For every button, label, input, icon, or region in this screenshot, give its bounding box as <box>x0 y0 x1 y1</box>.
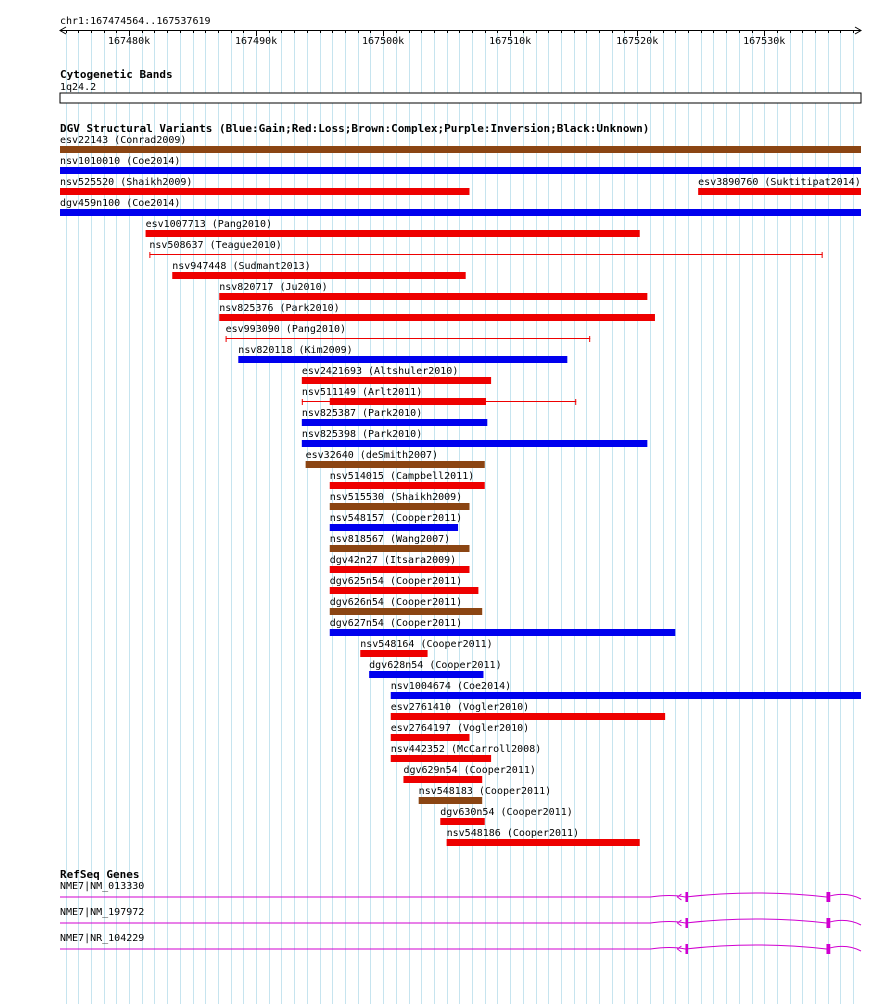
variant-bar <box>60 188 470 195</box>
variant-feature[interactable] <box>440 807 572 825</box>
variant-feature[interactable] <box>391 723 529 741</box>
variant-bar <box>302 440 648 447</box>
variant-feature[interactable] <box>149 240 822 258</box>
variant-bar <box>60 209 861 216</box>
variant-label: nsv525520 (Shaikh2009) <box>60 177 193 188</box>
variant-bar <box>391 713 665 720</box>
variant-label: dgv629n54 (Cooper2011) <box>403 765 536 776</box>
variant-label: esv993090 (Pang2010) <box>225 324 347 335</box>
gene-label: NME7|NM_197972 <box>60 907 145 918</box>
variant-bar <box>330 398 486 405</box>
variant-feature[interactable] <box>60 177 470 195</box>
gene-exon <box>826 944 830 954</box>
variant-bar <box>440 818 484 825</box>
variant-bar <box>330 587 479 594</box>
strand-arrow-icon <box>677 920 681 926</box>
ruler-tick-label: 167500k <box>362 36 405 47</box>
variant-bar <box>302 419 487 426</box>
variant-label: nsv1004674 (Coe2014) <box>390 681 512 692</box>
variant-bar <box>238 356 567 363</box>
variant-feature[interactable] <box>447 828 640 846</box>
variant-feature[interactable] <box>302 366 491 384</box>
variant-feature[interactable] <box>330 555 470 573</box>
variant-label: nsv511149 (Arlt2011) <box>301 387 423 398</box>
variant-feature[interactable] <box>60 135 861 153</box>
variant-label: nsv508637 (Teague2010) <box>149 240 282 251</box>
variant-label: dgv627n54 (Cooper2011) <box>329 618 463 629</box>
variant-bar <box>219 293 647 300</box>
gene-exon <box>685 892 688 902</box>
variant-label: dgv626n54 (Cooper2011) <box>329 597 463 608</box>
variant-bar <box>60 146 861 153</box>
variant-feature[interactable] <box>146 219 640 237</box>
variant-feature[interactable] <box>330 471 485 489</box>
variant-bar <box>360 650 427 657</box>
variant-feature[interactable] <box>403 765 535 783</box>
variant-bar <box>391 734 470 741</box>
cytoband-label: 1q24.2 <box>60 82 97 93</box>
variant-feature[interactable] <box>226 324 591 342</box>
variant-feature[interactable] <box>330 513 462 531</box>
variant-label: nsv947448 (Sudmant2013) <box>172 261 311 272</box>
ruler-tick-label: 167510k <box>489 36 532 47</box>
variant-label: dgv625n54 (Cooper2011) <box>329 576 463 587</box>
variant-label: nsv548183 (Cooper2011) <box>418 786 552 797</box>
variant-bar <box>447 839 640 846</box>
variant-feature[interactable] <box>60 156 861 174</box>
variant-label: esv2761410 (Vogler2010) <box>390 702 530 713</box>
variant-feature[interactable] <box>302 429 648 447</box>
variant-feature[interactable] <box>330 597 482 615</box>
gene-label: NME7|NR_104229 <box>60 933 145 944</box>
ruler-tick-label: 167530k <box>743 36 786 47</box>
variant-feature[interactable] <box>219 303 655 321</box>
strand-arrow-icon <box>677 894 681 900</box>
variant-bar <box>330 566 470 573</box>
ruler-tick-label: 167480k <box>107 36 151 47</box>
cytoband-bar[interactable] <box>60 93 861 103</box>
variant-feature[interactable] <box>391 702 665 720</box>
variant-bar <box>330 545 470 552</box>
variant-feature[interactable] <box>330 534 470 552</box>
variant-label: dgv459n100 (Coe2014) <box>60 198 181 209</box>
variant-feature[interactable] <box>330 492 470 510</box>
variant-feature[interactable] <box>369 660 501 678</box>
variant-feature[interactable] <box>306 450 485 468</box>
variant-feature[interactable] <box>391 744 542 762</box>
variant-bar <box>60 167 861 174</box>
variant-label: nsv825376 (Park2010) <box>219 303 340 314</box>
variant-bar <box>219 314 655 321</box>
variant-bar <box>330 608 482 615</box>
variant-bar <box>419 797 483 804</box>
variant-label: esv1007713 (Pang2010) <box>145 219 273 230</box>
ruler-tick-label: 167490k <box>235 36 278 47</box>
variant-bar <box>330 503 470 510</box>
gene-label: NME7|NM_013330 <box>60 881 145 892</box>
variant-label: nsv820118 (Kim2009) <box>238 345 353 356</box>
variant-label: nsv514015 (Campbell2011) <box>329 471 475 482</box>
dgv-track-title: DGV Structural Variants (Blue:Gain;Red:Loss;Brown:Complex;Purple:Inversion;Black:Unknown) <box>60 122 650 135</box>
variant-label: nsv548186 (Cooper2011) <box>446 828 580 839</box>
variant-bar <box>330 629 676 636</box>
variant-label: nsv825398 (Park2010) <box>301 429 423 440</box>
variant-label: nsv548164 (Cooper2011) <box>360 639 493 650</box>
variant-label: esv3890760 (Suktitipat2014) <box>698 177 861 188</box>
gene-exon <box>826 918 830 928</box>
variant-label: esv2421693 (Altshuler2010) <box>301 366 459 377</box>
variant-label: nsv820717 (Ju2010) <box>219 282 328 293</box>
variant-feature[interactable] <box>60 198 861 216</box>
variant-label: nsv548157 (Cooper2011) <box>329 513 463 524</box>
variant-feature[interactable] <box>330 618 676 636</box>
strand-arrow-icon <box>677 946 681 952</box>
variant-label: dgv628n54 (Cooper2011) <box>369 660 502 671</box>
ruler-tick-label: 167520k <box>616 36 659 47</box>
variant-bar <box>330 524 458 531</box>
variant-bar <box>330 482 485 489</box>
gene-exon <box>685 944 688 954</box>
variant-bar <box>391 755 491 762</box>
variant-label: esv22143 (Conrad2009) <box>60 135 187 146</box>
cytoband-track-title: Cytogenetic Bands <box>60 68 173 81</box>
variant-bar <box>369 671 483 678</box>
variant-label: nsv442352 (McCarroll2008) <box>390 744 542 755</box>
gene-exon <box>826 892 830 902</box>
variant-label: dgv630n54 (Cooper2011) <box>440 807 573 818</box>
variant-bar <box>391 692 861 699</box>
variant-feature[interactable] <box>302 387 576 405</box>
variant-feature[interactable] <box>698 177 861 195</box>
variant-label: esv2764197 (Vogler2010) <box>390 723 530 734</box>
variant-feature[interactable] <box>330 576 479 594</box>
gene-exon <box>685 918 688 928</box>
variant-feature[interactable] <box>419 786 551 804</box>
variant-feature[interactable] <box>238 345 567 363</box>
variant-bar <box>403 776 482 783</box>
variant-label: esv32640 (deSmith2007) <box>305 450 439 461</box>
variant-bar <box>306 461 485 468</box>
variant-feature[interactable] <box>219 282 647 300</box>
variant-bar <box>172 272 465 279</box>
variant-bar <box>146 230 640 237</box>
refseq-track-title: RefSeq Genes <box>60 868 140 881</box>
variant-label: nsv825387 (Park2010) <box>301 408 423 419</box>
ruler-location-label: chr1:167474564..167537619 <box>60 16 211 27</box>
variant-label: nsv515530 (Shaikh2009) <box>329 492 463 503</box>
variant-bar <box>698 188 861 195</box>
variant-bar <box>302 377 491 384</box>
variant-label: nsv1010010 (Coe2014) <box>60 156 181 167</box>
variant-label: nsv818567 (Wang2007) <box>329 534 451 545</box>
variant-label: dgv42n27 (Itsara2009) <box>329 555 457 566</box>
